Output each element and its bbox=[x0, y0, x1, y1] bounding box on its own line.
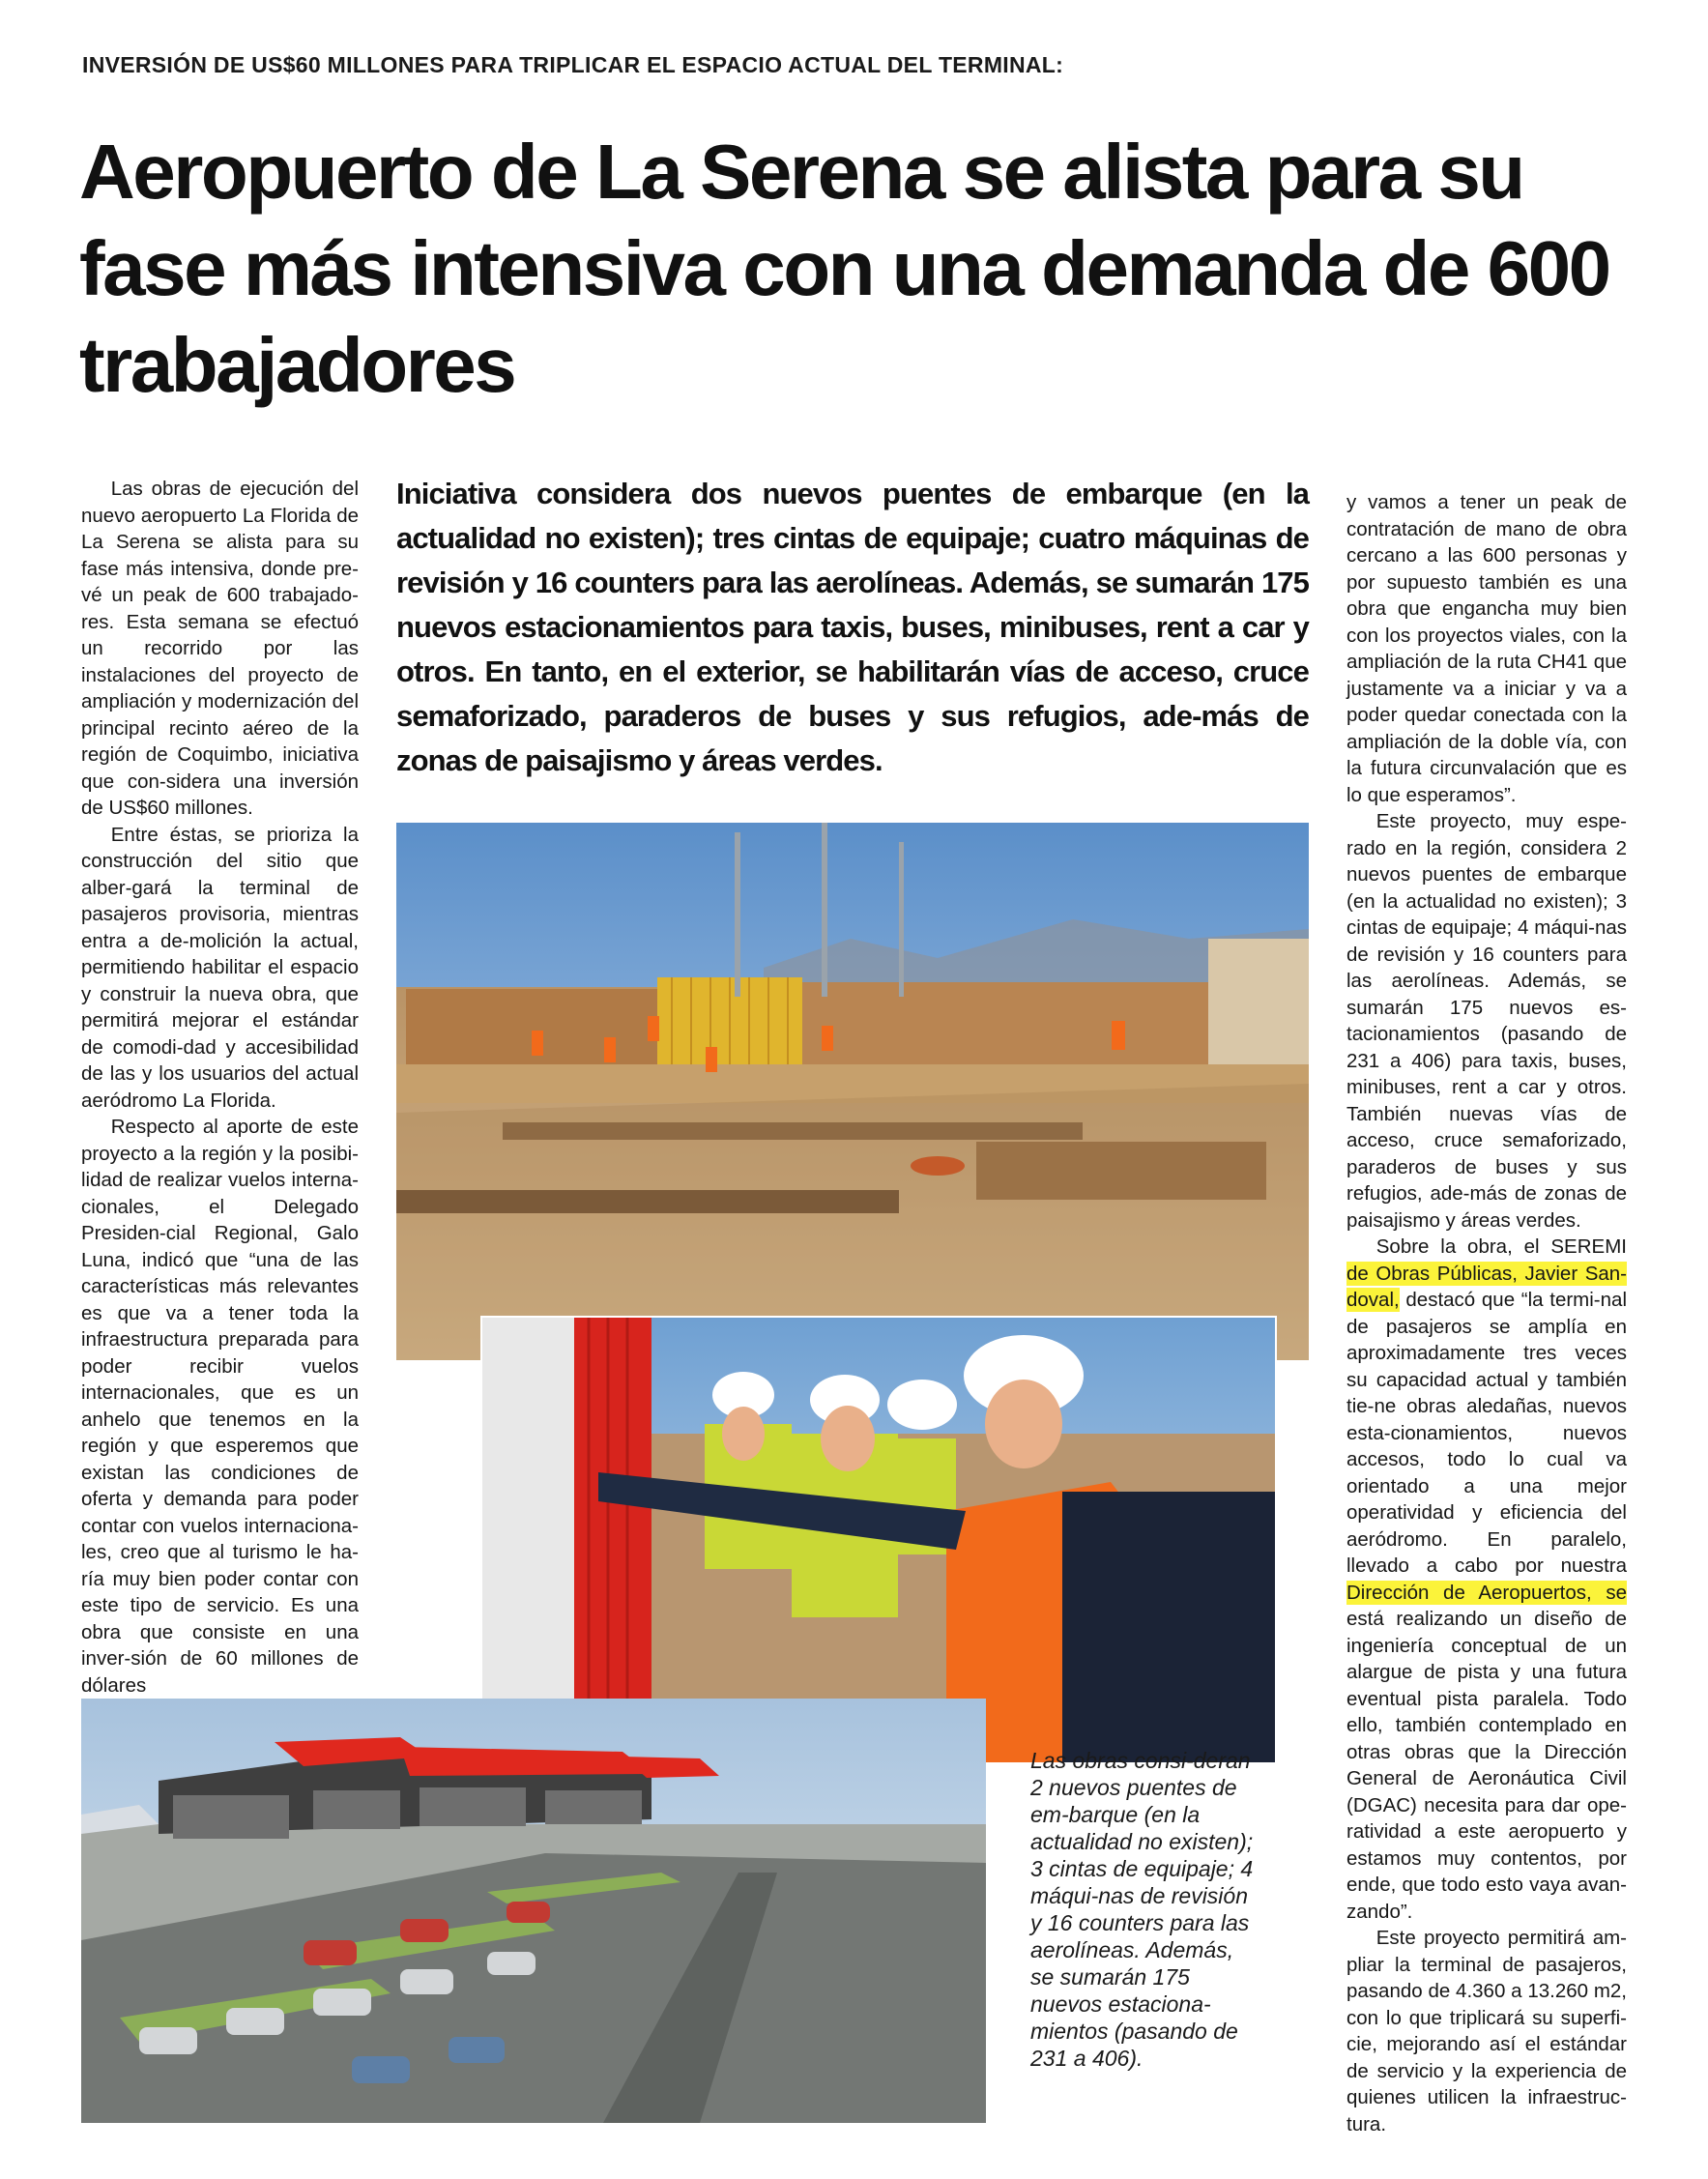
left-paragraph: Entre éstas, se prioriza la construcción del sitio que alber-gará la terminal de pasajeros provisoria, mientras entra a de-molición la actual, permitiendo habilitar el espacio y construir la nueva obra, que permitirá mejorar el estándar de comodi-dad y accesibilidad de las y los usuarios del actual aeródromo La Florida. bbox=[81, 823, 359, 1112]
left-column bbox=[81, 476, 359, 1699]
highlighted-text: Dirección de Aeropuertos, se bbox=[1346, 1581, 1627, 1604]
text-run: está realizando un diseño de ingeniería conceptual de un alargue de pista y una futura eventual pista paralela. Todo ello, también contemplado en otras obras que la Dirección General de Aeronáutica Civil (DGAC) necesita para dar ope-ratividad a este aeropuerto y estamos muy contentos, por ende, que todo esto vaya avan-zando”. bbox=[1346, 1608, 1627, 1923]
left-paragraph: Las obras de ejecución del nuevo aeropuerto La Florida de La Serena se alista para su fase más intensiva, donde pre-vé un peak de 600 trabajado-res. Esta semana se efectuó un recorrido por las instalaciones del proyecto de ampliación y modernización del principal recinto aéreo de la región de Coquimbo, iniciativa que con-sidera una inversión de US$60 millones. bbox=[81, 478, 359, 819]
right-paragraph: Este proyecto permitirá am-pliar la terminal de pasajeros, pasando de 4.360 a 13.260 m2, con lo que triplicará su superfi-cie, mejorando así el estándar de servicio y la experiencia de quienes utilicen la infraestruc-tura. bbox=[1346, 1927, 1627, 2135]
right-paragraph: Este proyecto, muy espe-rado en la región, considera 2 nuevos puentes de embarque (en la actualidad no existen); 3 cintas de equipaje; 4 máqui-nas de revisión y 16 counters para las aerolíneas. Además, se sumarán 175 nuevos es-tacionamientos (pasando de 231 a 406) para taxis, buses, minibuses, rent a car y otros. También nuevas vías de acceso, cruce semaforizado, paraderos de buses y sus refugios, ade-más de zonas de paisajismo y áreas verdes. bbox=[1346, 810, 1627, 1232]
headline: Aeropuerto de La Serena se alista para su fase más intensiva con una demanda de 600 trabajadores bbox=[79, 129, 1609, 408]
text-run: destacó que “la termi-nal de pasajeros se amplía en aproximadamente tres veces su capacidad actual y también tie-ne obras aledañas, nuevos esta-cionamientos, nuevos accesos, todo lo cual va orientado a una mejor operatividad y eficiencia del aeródromo. En paralelo, llevado a cabo por nuestra bbox=[1346, 1289, 1627, 1577]
terminal-rendering-image bbox=[81, 1699, 986, 2123]
left-paragraph: Respecto al aporte de este proyecto a la región y la posibi-lidad de realizar vuelos interna-cionales, el Delegado Presiden-cial Regional, Galo Luna, indicó que “una de las características más relevantes es que va a tener toda la infraestructura preparada para poder recibir vuelos internacionales, que es un anhelo que tenemos en la región y que esperemos que existan las condiciones de oferta y demanda para poder contar con vuelos internaciona-les, creo que al turismo le ha-ría muy bien poder contar con este tipo de servicio. Es una obra que consiste en una inver-sión de 60 millones de dólares bbox=[81, 1116, 359, 1697]
deck: Iniciativa considera dos nuevos puentes de embarque (en la actualidad no existen); tres cintas de equipaje; cuatro máquinas de revisión y 16 counters para las aerolíneas. Además, se sumarán 175 nuevos estacionamientos para taxis, buses, minibuses, rent a car y otros. En tanto, en el exterior, se habilitarán vías de acceso, cruce semaforizado, paraderos de buses y sus refugios, ade-más de zonas de paisajismo y áreas verdes. bbox=[396, 477, 1309, 777]
construction-site-photo bbox=[396, 823, 1309, 1360]
kicker: INVERSIÓN DE US$60 MILLONES PARA TRIPLICAR EL ESPACIO ACTUAL DEL TERMINAL: bbox=[82, 52, 1064, 77]
right-paragraph-seremi bbox=[1346, 1234, 1627, 1925]
officials-inspection-photo bbox=[480, 1316, 1277, 1764]
highlighted-text: de Obras Públicas, Javier San-doval, bbox=[1346, 1262, 1627, 1311]
right-column bbox=[1346, 489, 1627, 2137]
right-paragraph: y vamos a tener un peak de contratación de mano de obra cercano a las 600 personas y por supuesto también es una obra que engancha muy bien con los proyectos viales, con la ampliación de la ruta CH41 que justamente va a iniciar y va a poder quedar conectada con la ampliación de la doble vía, con la futura circunvalación que es lo que esperamos”. bbox=[1346, 491, 1627, 806]
photo-caption: Las obras consi-deran 2 nuevos puentes de em-barque (en la actualidad no existen); 3 cintas de equipaje; 4 máqui-nas de revisión y 16 counters para las aerolíneas. Además, se sumarán 175 nuevos estaciona-mientos (pasando de 231 a 406). bbox=[1030, 1748, 1254, 2071]
text-run: Sobre la obra, el SEREMI bbox=[1375, 1235, 1627, 1258]
